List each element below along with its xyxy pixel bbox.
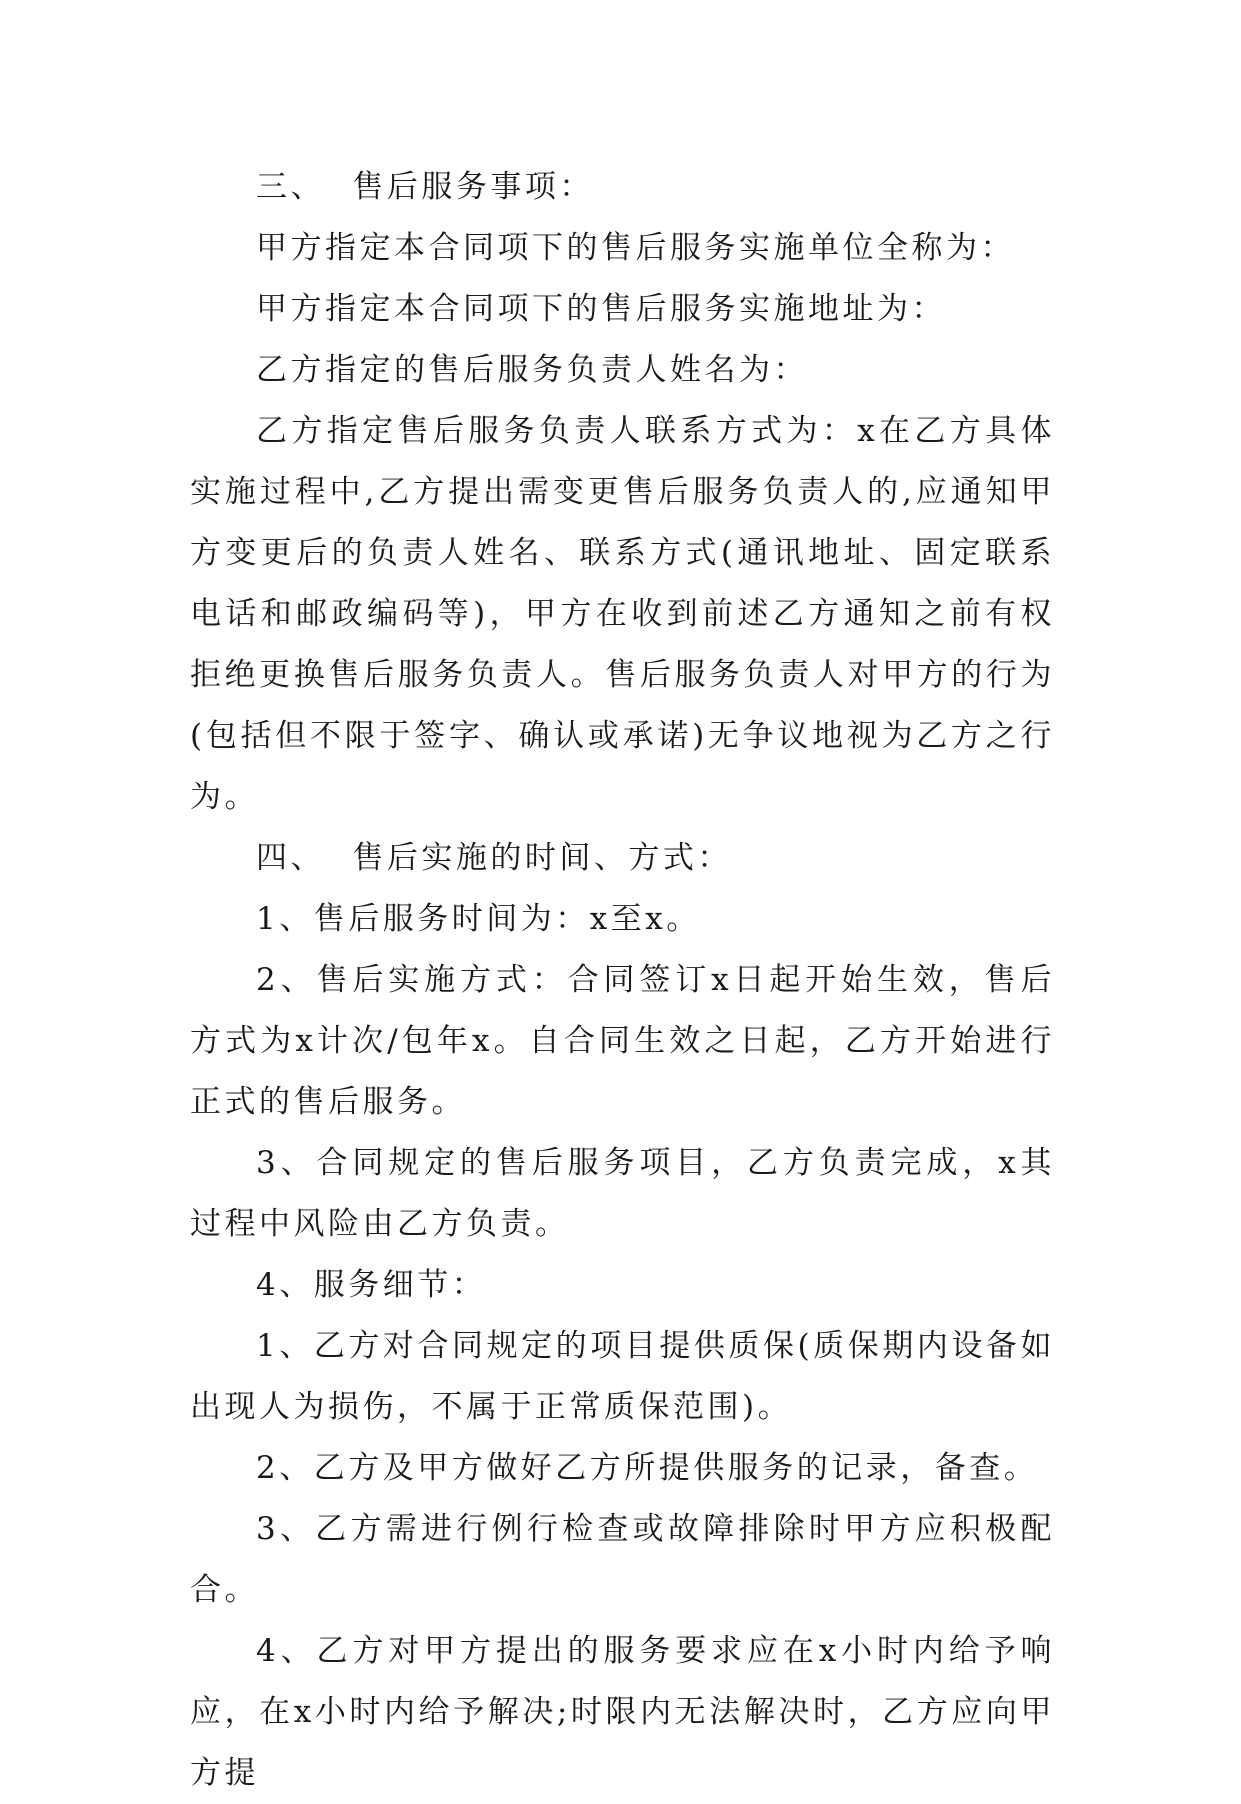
paragraph-responsible-person-name: 乙方指定的售后服务负责人姓名为： xyxy=(256,352,808,388)
section-heading-after-sales-matters: 三、 售后服务事项： xyxy=(256,169,594,205)
paragraph-inspection-cooperation: 3、乙方需进行例行检查或故障排除时甲方应积极配合。 xyxy=(190,1511,1055,1608)
section-heading-time-and-method: 四、 售后实施的时间、方式： xyxy=(256,840,732,876)
paragraph-responsible-person-contact: 乙方指定售后服务负责人联系方式为：x在乙方具体实施过程中,乙方提出需变更售后服务负责人的,应通知甲方变更后的负责人姓名、联系方式(通讯地址、固定联系电话和邮政编码等)，甲方在收到前述乙方通知之前有权拒绝更换售后服务负责人。售后服务负责人对甲方的行为(包括但不限于签字、确认或承诺)无争议地视为乙方之行为。 xyxy=(190,413,1055,815)
paragraph-service-address: 甲方指定本合同项下的售后服务实施地址为： xyxy=(256,291,946,327)
paragraph-response-time: 4、乙方对甲方提出的服务要求应在x小时内给予响应，在x小时内给予解决;时限内无法解决时，乙方应向甲方提 xyxy=(190,1633,1055,1791)
paragraph-service-time: 1、售后服务时间为：x至x。 xyxy=(256,901,701,937)
paragraph-service-items: 3、合同规定的售后服务项目，乙方负责完成，x其过程中风险由乙方负责。 xyxy=(190,1145,1055,1242)
paragraph-service-unit-name: 甲方指定本合同项下的售后服务实施单位全称为： xyxy=(256,230,1015,266)
document-body xyxy=(190,157,1055,1804)
paragraph-warranty: 1、乙方对合同规定的项目提供质保(质保期内设备如出现人为损伤，不属于正常质保范围)。 xyxy=(190,1328,1055,1425)
paragraph-service-records: 2、乙方及甲方做好乙方所提供服务的记录，备查。 xyxy=(256,1450,1039,1486)
paragraph-service-method: 2、售后实施方式：合同签订x日起开始生效，售后方式为x计次/包年x。自合同生效之日起，乙方开始进行正式的售后服务。 xyxy=(190,962,1055,1120)
paragraph-service-details-heading: 4、服务细节： xyxy=(256,1267,487,1303)
